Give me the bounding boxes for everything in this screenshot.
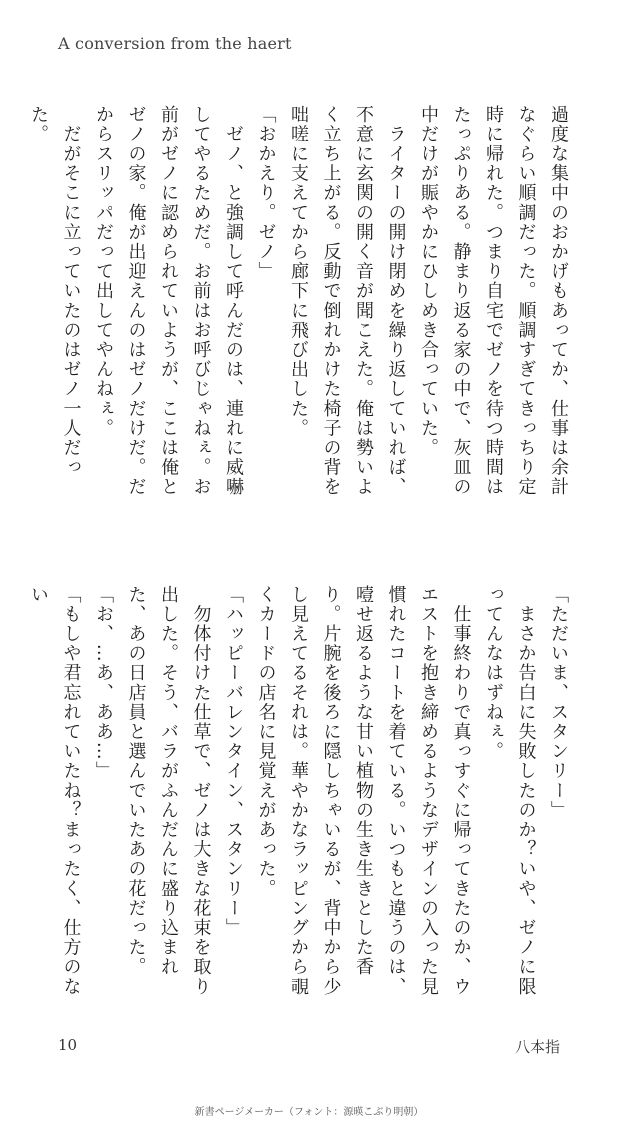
paragraph: 「ただいま、スタンリー」 [548, 585, 569, 821]
paragraph: ライターの開け閉めを繰り返していれば、不意に玄関の開く音が聞こえた。俺は勢いよく立ち上がる。反動で倒れかけた椅子の背を咄嗟に支えてから廊下に飛び出した。 [288, 105, 407, 497]
paragraph: だがそこに立っていたのはゼノ一人だった。 [28, 105, 82, 478]
generator-credit: 新書ページメーカー（フォント：源暎こぶり明朝） [194, 1107, 424, 1118]
paragraph: 「おかえり。ゼノ」 [255, 105, 277, 282]
author-name: 八本指 [514, 1038, 560, 1056]
paragraph: 仕事終わりで真っすぐに帰ってきたのか、ウエストを抱き締めるようなデザインの入った見慣れたコートを着ている。いつもと違うのは、噎せ返るような甘い植物の生き生きとした香り。片腕を後ろに隠しちゃいるが、背中から少し見えてるそれは。華やかなラッピングから覗くカードの店名に見覚えがあった。 [255, 585, 472, 997]
page-number: 10 [58, 1036, 78, 1054]
text-block-lower [28, 585, 574, 1000]
paragraph: ゼノ、と強調して呼んだのは、連れに威嚇してやるためだ。お前はお呼びじゃねぇ。お前がゼノに認められていようが、ここは俺とゼノの家。俺が出迎えんのはゼノだけだ。だからスリッパだって出してやんねぇ。 [93, 105, 244, 497]
paragraph: 勿体付けた仕草で、ゼノは大きな花束を取り出した。そう、バラがふんだんに盛り込まれた、あの日店員と選んでいたあの花だった。 [125, 585, 212, 997]
paragraph: 過度な集中のおかげもあってか、仕事は余計なぐらい順調だった。順調すぎてきっちり定時に帰れた。つまり自宅でゼノを待つ時間はたっぷりある。静まり返る家の中で、灰皿の中だけが賑やかにひしめき合っていた。 [418, 105, 569, 497]
paragraph: 「もしや君忘れていたね？まったく、仕方のない [28, 585, 82, 997]
paragraph: まさか告白に失敗したのか？いや、ゼノに限ってんなはずねぇ。 [483, 585, 537, 997]
paragraph: 「お、…あ、ああ…」 [93, 585, 114, 781]
book-title-header: A conversion from the haert [58, 34, 292, 53]
paragraph: 「ハッピーバレンタイン、スタンリー」 [223, 585, 244, 938]
text-block-upper [28, 105, 574, 510]
